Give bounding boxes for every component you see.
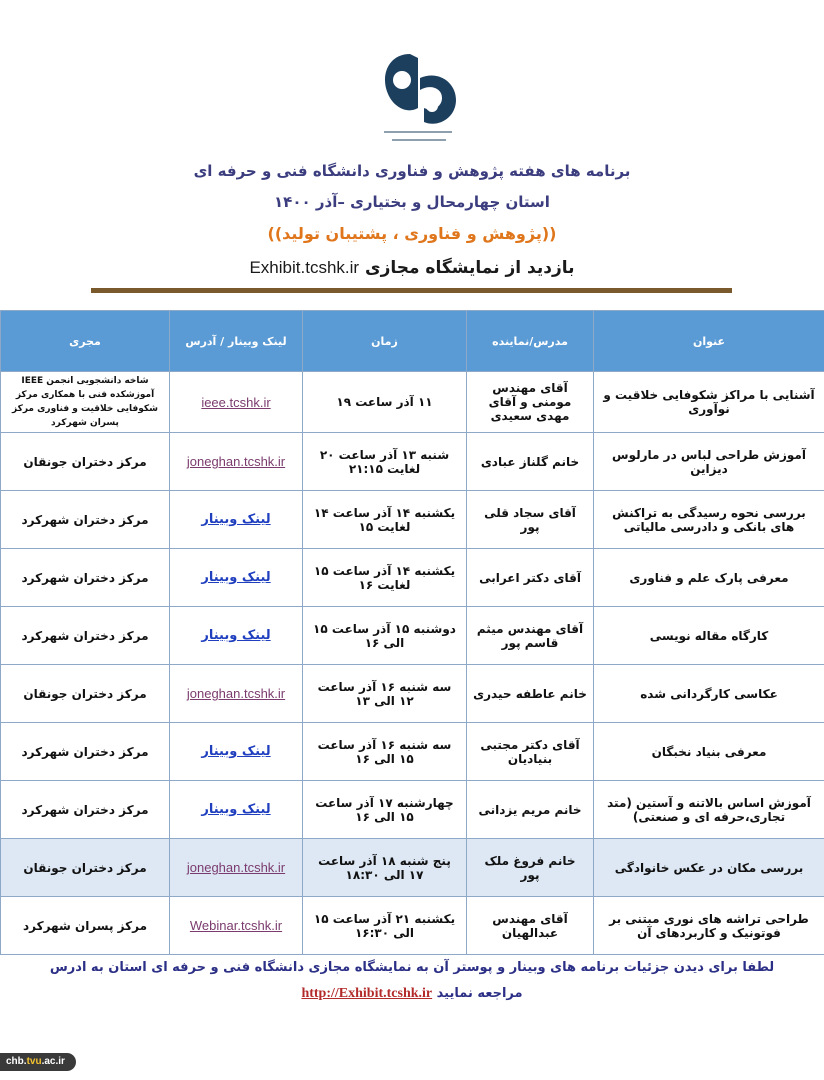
table-row — [1, 491, 824, 549]
program-subtitle: استان چهارمحال و بختیاری –آذر ۱۴۰۰ — [274, 193, 550, 211]
row-instructor: خانم فروغ ملک پور — [467, 839, 594, 897]
visit-site-link[interactable]: Exhibit.tcshk.ir — [249, 258, 360, 277]
footer-link-line — [0, 986, 824, 1002]
row-link[interactable]: لینک وبینار — [201, 512, 271, 527]
row-title: معرفی بنیاد نخبگان — [594, 723, 824, 781]
row-link[interactable]: Webinar.tcshk.ir — [189, 918, 283, 933]
row-time: یکشنبه ۱۴ آذر ساعت ۱۵ لغایت ۱۶ — [303, 549, 467, 607]
row-link[interactable]: لینک وبینار — [201, 802, 271, 817]
header-organizer: مجری — [1, 311, 170, 372]
table-header-row — [1, 311, 824, 372]
row-time: یکشنبه ۱۴ آذر ساعت ۱۴ لغایت ۱۵ — [303, 491, 467, 549]
slogan: ((پژوهش و فناوری ، پشتیبان تولید)) — [267, 224, 557, 243]
row-title: معرفی پارک علم و فناوری — [594, 549, 824, 607]
header-link: لینک وبینار / آدرس — [170, 311, 303, 372]
row-time: شنبه ۱۳ آذر ساعت ۲۰ لغایت ۲۱:۱۵ — [303, 433, 467, 491]
row-organizer: مرکز دختران شهرکرد — [1, 491, 170, 549]
row-organizer: مرکز دختران جونقان — [1, 433, 170, 491]
row-title: آموزش اساس بالاتنه و آستین (متد تجاری،حرفه ای و صنعتی) — [594, 781, 824, 839]
row-instructor: آقای سجاد قلی پور — [467, 491, 594, 549]
footer-note: لطفا برای دیدن جزئیات برنامه های وبینار و پوستر آن به نمایشگاه مجازی دانشگاه فنی و حرفه ای استان به ادرس — [49, 960, 775, 975]
row-instructor: آقای مهندس مومنی و آقای مهدی سعیدی — [467, 372, 594, 433]
row-organizer: مرکز دختران جونقان — [1, 665, 170, 723]
row-organizer: مرکز دختران شهرکرد — [1, 549, 170, 607]
row-link[interactable]: لینک وبینار — [201, 744, 271, 759]
row-organizer: مرکز دختران شهرکرد — [1, 781, 170, 839]
schedule-table — [0, 310, 824, 955]
row-link[interactable]: ieee.tcshk.ir — [201, 394, 271, 410]
row-title: عکاسی کارگردانی شده — [594, 665, 824, 723]
row-title: کارگاه مقاله نویسی — [594, 607, 824, 665]
footer-url-link[interactable]: http://Exhibit.tcshk.ir — [301, 986, 433, 1001]
watermark-badge — [0, 1053, 76, 1071]
header-instructor: مدرس/نماینده — [467, 311, 594, 372]
row-organizer: مرکز پسران شهرکرد — [1, 897, 170, 955]
table-row — [1, 607, 824, 665]
table-row — [1, 433, 824, 491]
row-instructor: خانم عاطفه حیدری — [467, 665, 594, 723]
row-link[interactable]: لینک وبینار — [201, 570, 271, 585]
footer-suffix: مراجعه نمایید — [436, 986, 523, 1001]
header-title: عنوان — [594, 311, 824, 372]
watermark-suffix: .ac.ir — [41, 1056, 65, 1067]
watermark-accent: tvu — [26, 1056, 42, 1067]
header-divider — [91, 288, 732, 293]
row-organizer: شاخه دانشجویی انجمن IEEE آموزشکده فنی با همکاری مرکز شکوفایی خلاقیت و فناوری مرکز پسران شهرکرد — [1, 372, 170, 433]
program-title: برنامه های هفته پژوهش و فناوری دانشگاه فنی و حرفه ای — [193, 162, 631, 180]
row-title: آشنایی با مراکز شکوفایی خلاقیت و نوآوری — [594, 372, 824, 433]
row-link[interactable]: لینک وبینار — [201, 628, 271, 643]
table-row — [1, 897, 824, 955]
row-time: ۱۱ آذر ساعت ۱۹ — [303, 372, 467, 433]
university-logo — [368, 48, 468, 153]
table-row — [1, 549, 824, 607]
row-time: دوشنبه ۱۵ آذر ساعت ۱۵ الی ۱۶ — [303, 607, 467, 665]
row-instructor: خانم گلناز عبادی — [467, 433, 594, 491]
row-time: چهارشنبه ۱۷ آذر ساعت ۱۵ الی ۱۶ — [303, 781, 467, 839]
table-row — [1, 372, 824, 433]
row-instructor: آقای مهندس میثم قاسم پور — [467, 607, 594, 665]
exhibit-visit — [0, 258, 824, 278]
row-instructor: آقای مهندس عبدالهیان — [467, 897, 594, 955]
row-title: طراحی تراشه های نوری مبتنی بر فوتونیک و کاربردهای آن — [594, 897, 824, 955]
header-time: زمان — [303, 311, 467, 372]
table-row — [1, 839, 824, 897]
row-instructor: آقای دکتر اعرابی — [467, 549, 594, 607]
table-row — [1, 781, 824, 839]
row-link[interactable]: joneghan.tcshk.ir — [186, 454, 286, 469]
row-time: سه شنبه ۱۶ آذر ساعت ۱۵ الی ۱۶ — [303, 723, 467, 781]
watermark-prefix: chb. — [6, 1056, 27, 1067]
row-title: آموزش طراحی لباس در مارلوس دیزاین — [594, 433, 824, 491]
row-time: پنج شنبه ۱۸ آذر ساعت ۱۷ الی ۱۸:۳۰ — [303, 839, 467, 897]
row-organizer: مرکز دختران شهرکرد — [1, 723, 170, 781]
row-instructor: آقای دکتر مجتبی بنیادیان — [467, 723, 594, 781]
table-row — [1, 723, 824, 781]
row-time: یکشنبه ۲۱ آذر ساعت ۱۵ الی ۱۶:۳۰ — [303, 897, 467, 955]
row-time: سه شنبه ۱۶ آذر ساعت ۱۲ الی ۱۳ — [303, 665, 467, 723]
row-title: بررسی مکان در عکس خانوادگی — [594, 839, 824, 897]
row-organizer: مرکز دختران جونقان — [1, 839, 170, 897]
table-row — [1, 665, 824, 723]
row-link[interactable]: joneghan.tcshk.ir — [186, 860, 286, 875]
visit-label: بازدید از نمایشگاه مجازی — [364, 258, 575, 278]
row-link[interactable]: joneghan.tcshk.ir — [186, 686, 286, 701]
row-organizer: مرکز دختران شهرکرد — [1, 607, 170, 665]
row-instructor: خانم مریم یزدانی — [467, 781, 594, 839]
row-title: بررسی نحوه رسیدگی به تراکنش های بانکی و دادرسی مالیاتی — [594, 491, 824, 549]
